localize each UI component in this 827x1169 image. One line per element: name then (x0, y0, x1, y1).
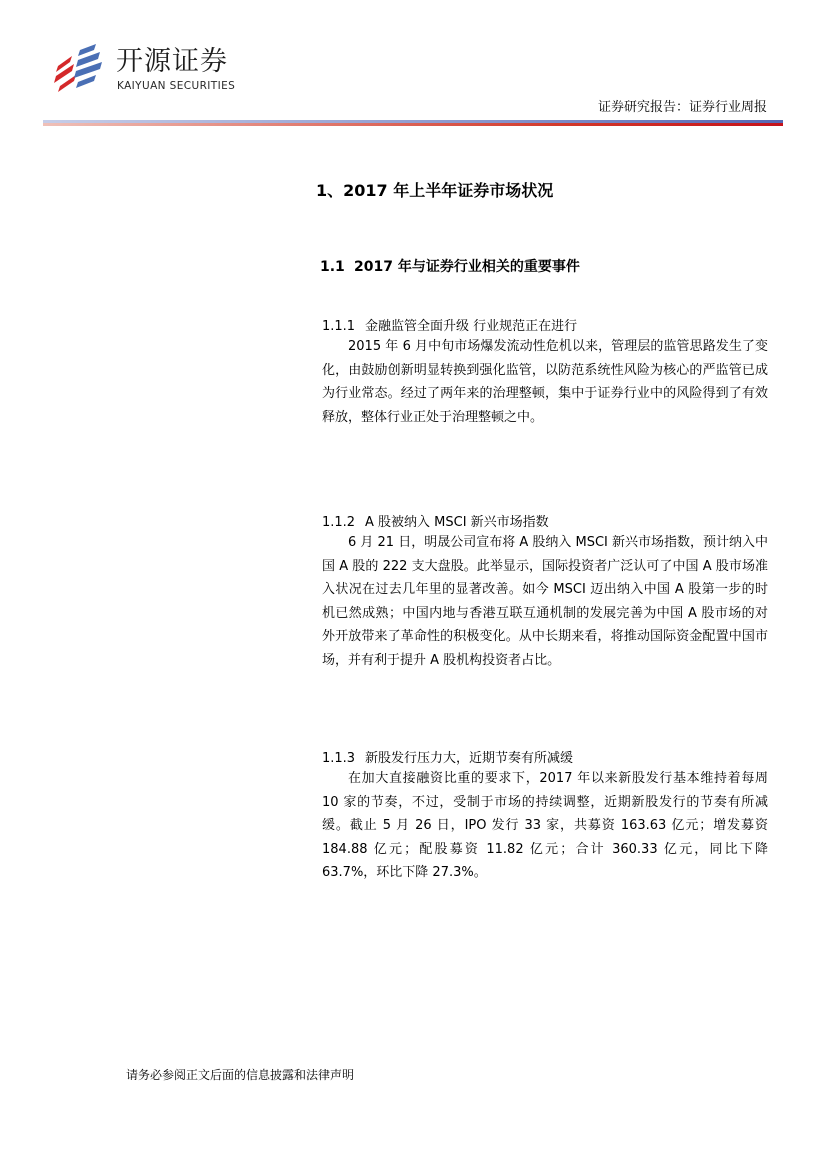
topic-heading-1 (322, 318, 577, 335)
topic-title: 金融监管全面升级 行业规范正在进行 (365, 319, 578, 334)
topic-number: 1.1.2 (322, 515, 356, 530)
topic-number: 1.1.3 (322, 751, 356, 766)
subsection-title: 2017 年与证券行业相关的重要事件 (354, 259, 580, 275)
header-divider-red (43, 123, 783, 126)
topic-body-3: 在加大直接融资比重的要求下，2017 年以来新股发行基本维持着每周 10 家的节奏，不过，受制于市场的持续调整，近期新股发行的节奏有所减缓。截止 5 月 26 日，IPO 发行 33 家，共募资 163.63 亿元；增发募资 184.88 亿元；配股募资 11.82 亿元；合计 360.33 亿元，同比下降 63.7%，环比下降 27.3%。 (322, 771, 768, 880)
company-logo (52, 44, 252, 96)
kaiyuan-logo-icon (52, 44, 110, 94)
topic-title: A 股被纳入 MSCI 新兴市场指数 (365, 515, 549, 530)
subsection-number: 1.1 (320, 259, 345, 275)
topic-heading-2 (322, 514, 549, 531)
logo-english-name: KAIYUAN SECURITIES (117, 80, 236, 92)
subsection-heading (320, 258, 580, 276)
topic-heading-3 (322, 750, 573, 767)
topic-title: 新股发行压力大，近期节奏有所减缓 (365, 751, 574, 766)
header-divider (43, 120, 783, 126)
logo-chinese-name: 开源证券 (116, 46, 228, 77)
topic-number: 1.1.1 (322, 319, 356, 334)
section-heading: 1、2017 年上半年证券市场状况 (316, 181, 554, 200)
report-type-label: 证券研究报告：证券行业周报 (597, 100, 767, 115)
topic-body-2: 6 月 21 日，明晟公司宣布将 A 股纳入 MSCI 新兴市场指数，预计纳入中国 A 股的 222 支大盘股。此举显示，国际投资者广泛认可了中国 A 股市场准入状况在过去几年里的显著改善。如今 MSCI 迈出纳入中国 A 股第一步的时机已然成熟；中国内地与香港互联互通机制的发展完善为中国 A 股市场的对外开放带来了革命性的积极变化。从中长期来看，将推动国际资金配置中国市场，并有利于提升 A 股机构投资者占比。 (322, 535, 769, 668)
topic-body-1: 2015 年 6 月中旬市场爆发流动性危机以来，管理层的监管思路发生了变化，由鼓励创新明显转换到强化监管，以防范系统性风险为核心的严监管已成为行业常态。经过了两年来的治理整顿，集中于证券行业中的风险得到了有效释放，整体行业正处于治理整顿之中。 (322, 339, 768, 425)
disclaimer-footer: 请务必参阅正文后面的信息披露和法律声明 (126, 1068, 355, 1082)
